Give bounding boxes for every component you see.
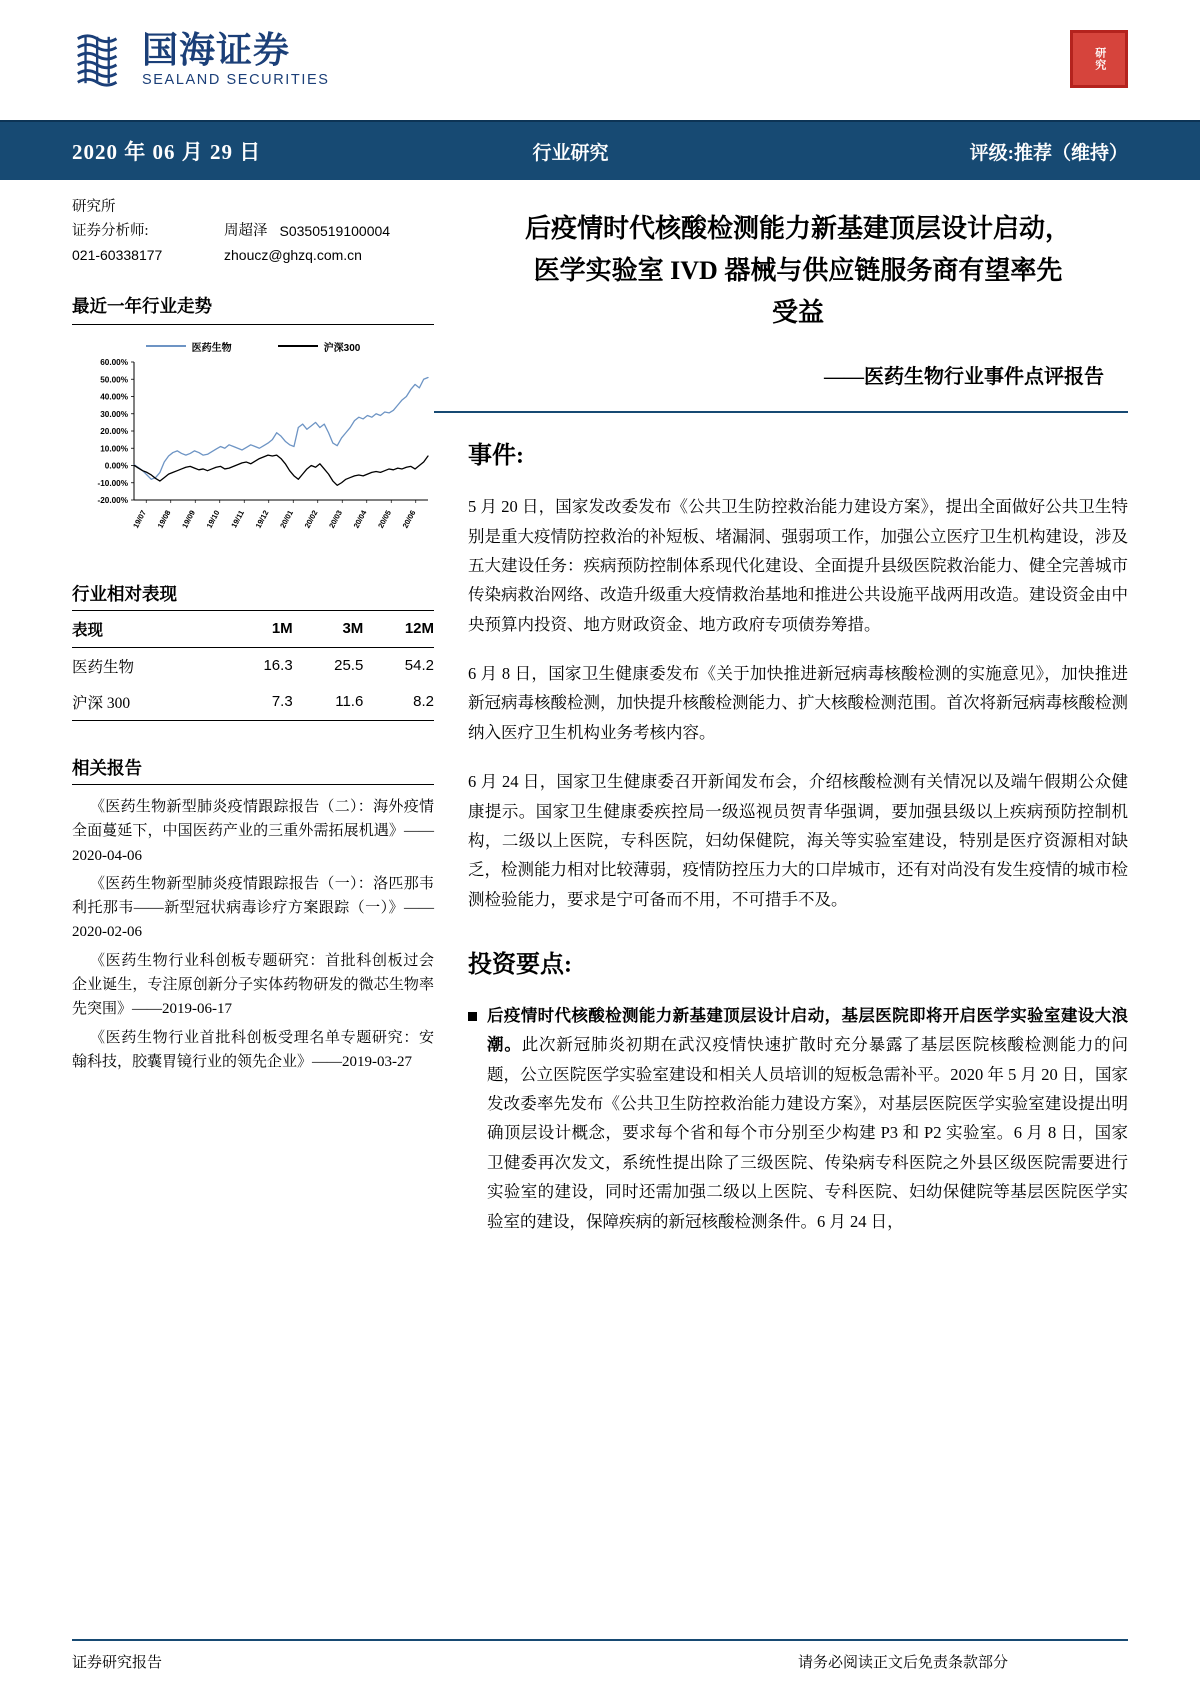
svg-text:20/04: 20/04 bbox=[351, 508, 369, 530]
svg-text:19/10: 19/10 bbox=[204, 508, 222, 530]
title-band bbox=[0, 120, 1200, 180]
analyst-block bbox=[72, 190, 434, 267]
svg-text:19/12: 19/12 bbox=[253, 508, 271, 530]
page-footer bbox=[72, 1639, 1128, 1672]
page-title-line-3: 受益 bbox=[771, 298, 824, 328]
col-head-0: 表现 bbox=[72, 610, 222, 647]
event-paragraph-3: 6 月 24 日，国家卫生健康委召开新闻发布会，介绍核酸检测有关情况以及端午假期公众健康提示。国家卫生健康委疾控局一级巡视员贺青华强调，要加强县级以上疾病预防控制机构，二级以上医院，专科医院，妇幼保健院，海关等实验室建设，特别是医疗资源相对缺乏，检测能力相对比较薄弱，疫情防控压力大的口岸城市，还有对尚没有发生疫情的城市检测检验能力，要求是宁可备而不用，不可措手不及。 bbox=[468, 772, 1128, 909]
row-1-name: 沪深 300 bbox=[72, 684, 222, 721]
list-item[interactable]: 《医药生物行业科创板专题研究：首批科创板过会企业诞生，专注原创新分子实体药物研发的微芯生物率先突围》——2019-06-17 bbox=[72, 952, 434, 1018]
svg-text:30.00%: 30.00% bbox=[100, 409, 128, 419]
institute-label: 研究所 bbox=[72, 199, 116, 215]
seal-text: 研究 bbox=[1093, 47, 1106, 71]
row-0-m12: 54.2 bbox=[404, 657, 434, 675]
event-paragraph-1: 5 月 20 日，国家发改委发布《公共卫生防控救治能力建设方案》，提出全面做好公共卫生特别是重大疫情防控救治的补短板、堵漏洞、强弱项工作，加强公立医疗卫生机构建设，涉及五大建设任务：疾病预防控制体系现代化建设、全面提升县级医院救治能力、健全完善城市传染病救治网络、改造升级重大疫情救治基地和推进公共设施平战两用改造。建设资金由中央预算内投资、地方财政资金、地方政府专项债券筹措。 bbox=[468, 497, 1128, 634]
list-item[interactable]: 《医药生物行业首批科创板受理名单专题研究：安翰科技，胶囊胃镜行业的领先企业》——2019-03-27 bbox=[72, 1029, 434, 1070]
svg-text:-10.00%: -10.00% bbox=[97, 478, 128, 488]
square-bullet-icon bbox=[468, 1012, 477, 1021]
svg-text:20/05: 20/05 bbox=[376, 508, 394, 530]
report-date: 2020 年 06 月 29 日 bbox=[72, 140, 262, 164]
row-0-name: 医药生物 bbox=[72, 658, 135, 676]
report-rating: 评级:推荐（维持） bbox=[969, 142, 1128, 164]
row-1-m12: 8.2 bbox=[363, 684, 434, 721]
svg-text:19/07: 19/07 bbox=[131, 508, 149, 530]
left-sidebar bbox=[72, 180, 434, 1236]
legend-label-0: 医药生物 bbox=[191, 342, 232, 354]
svg-text:50.00%: 50.00% bbox=[100, 375, 128, 385]
col-head-3: 12M bbox=[363, 610, 434, 647]
report-category: 行业研究 bbox=[532, 142, 609, 164]
svg-text:20/06: 20/06 bbox=[400, 508, 418, 530]
event-paragraph-2: 6 月 8 日，国家卫生健康委发布《关于加快推进新冠病毒核酸检测的实施意见》，加快推进新冠病毒核酸检测，加快提升核酸检测能力、扩大核酸检测范围。首次将新冠病毒核酸检测纳入医疗卫生机构业务考核内容。 bbox=[468, 664, 1128, 742]
page-title bbox=[468, 208, 1128, 334]
chart-plot bbox=[72, 356, 434, 546]
svg-text:19/11: 19/11 bbox=[229, 508, 247, 530]
svg-text:0.00%: 0.00% bbox=[104, 461, 128, 471]
table-row bbox=[72, 684, 434, 721]
svg-text:60.00%: 60.00% bbox=[100, 357, 128, 367]
brand-header bbox=[0, 0, 1200, 120]
research-seal-stamp bbox=[1070, 30, 1128, 88]
legend-swatch-icon bbox=[278, 345, 318, 347]
analyst-name: 周超泽 bbox=[224, 222, 268, 239]
svg-text:20/02: 20/02 bbox=[302, 508, 320, 530]
content-divider bbox=[434, 411, 1128, 413]
col-head-2: 3M bbox=[293, 610, 364, 647]
investment-bullet-body: 此次新冠肺炎初期在武汉疫情快速扩散时充分暴露了基层医院核酸检测能力的问题，公立医院医学实验室建设和相关人员培训的短板急需补平。2020 年 5 月 20 日，国家发改委率先发布《公共卫生防控救治能力建设方案》，对基层医院医学实验室建设提出明确顶层设计概念，要求每个省和每个市分别至少构建 P3 和 P2 实验室。6 月 8 日，国家卫健委再次发文，系统性提出除了三级医院、传染病专科医院之外县区级医院需要进行实验室的建设，同时还需加强二级以上医院、专科医院、妇幼保健院等基层医院医学实验室的建设，保障疾病的新冠核酸检测条件。6 月 24 日， bbox=[487, 1035, 1129, 1231]
row-0-m3: 25.5 bbox=[334, 657, 364, 675]
page-body bbox=[0, 180, 1200, 1236]
svg-text:40.00%: 40.00% bbox=[100, 392, 128, 402]
svg-text:19/08: 19/08 bbox=[155, 508, 173, 530]
chart-heading: 最近一年行业走势 bbox=[72, 295, 212, 316]
svg-text:10.00%: 10.00% bbox=[100, 444, 128, 454]
svg-text:20.00%: 20.00% bbox=[100, 426, 128, 436]
list-item[interactable]: 《医药生物新型肺炎疫情跟踪报告（一）：洛匹那韦利托那韦——新型冠状病毒诊疗方案跟踪（一）》——2020-02-06 bbox=[72, 875, 434, 941]
table-row bbox=[72, 647, 434, 684]
event-heading: 事件: bbox=[468, 443, 524, 470]
chart-legend bbox=[72, 339, 434, 354]
investment-bullet bbox=[468, 1001, 1128, 1236]
investment-bullet-text bbox=[487, 1001, 1128, 1236]
relative-performance-table bbox=[72, 610, 434, 721]
list-item[interactable]: 《医药生物新型肺炎疫情跟踪报告（二）：海外疫情全面蔓延下，中国医药产业的三重外需拓展机遇》——2020-04-06 bbox=[72, 798, 434, 864]
page-title-line-2: 医学实验室 IVD 器械与供应链服务商有望率先 bbox=[533, 256, 1063, 286]
footer-left-text: 证券研究报告 bbox=[72, 1655, 163, 1671]
legend-swatch-icon bbox=[146, 345, 186, 347]
sealand-logo-icon bbox=[72, 31, 130, 89]
brand-name-en: SEALAND SECURITIES bbox=[142, 72, 330, 89]
main-content bbox=[434, 180, 1128, 1236]
related-reports-title: 相关报告 bbox=[72, 757, 142, 778]
brand-name-cn: 国海证券 bbox=[142, 30, 291, 71]
legend-item-1 bbox=[278, 339, 361, 354]
analyst-phone: 021-60338177 bbox=[72, 246, 163, 263]
svg-text:20/01: 20/01 bbox=[278, 508, 296, 530]
legend-label-1: 沪深300 bbox=[323, 342, 361, 354]
perf-table-title: 行业相对表现 bbox=[72, 583, 177, 604]
analyst-license: S0350519100004 bbox=[279, 222, 391, 239]
investment-heading: 投资要点: bbox=[468, 952, 572, 978]
industry-trend-chart bbox=[72, 339, 434, 551]
svg-text:19/09: 19/09 bbox=[180, 508, 198, 530]
page-title-line-1: 后疫情时代核酸检测能力新基建顶层设计启动， bbox=[524, 214, 1071, 243]
page-subtitle: ——医药生物行业事件点评报告 bbox=[824, 366, 1104, 389]
row-1-m3: 11.6 bbox=[293, 684, 364, 721]
row-1-m1: 7.3 bbox=[222, 684, 293, 721]
logo bbox=[72, 31, 330, 89]
related-reports-list bbox=[72, 784, 434, 1074]
svg-text:-20.00%: -20.00% bbox=[97, 495, 128, 505]
row-0-m1: 16.3 bbox=[263, 657, 293, 675]
analyst-label: 证券分析师: bbox=[72, 222, 149, 239]
legend-item-0 bbox=[146, 339, 232, 354]
investment-bullet-lead: 后疫情时代核酸检测能力新基建顶层设计启动，基层医院即将开启医学实验室建设大浪潮。 bbox=[487, 1006, 1128, 1055]
analyst-email[interactable]: zhoucz@ghzq.com.cn bbox=[224, 246, 362, 263]
footer-rule bbox=[72, 1639, 1128, 1641]
footer-right-text: 请务必阅读正文后免责条款部分 bbox=[797, 1655, 1008, 1671]
col-head-1: 1M bbox=[222, 610, 293, 647]
chart-heading-rule bbox=[72, 324, 434, 325]
table-header-row bbox=[72, 610, 434, 647]
svg-text:20/03: 20/03 bbox=[327, 508, 345, 530]
